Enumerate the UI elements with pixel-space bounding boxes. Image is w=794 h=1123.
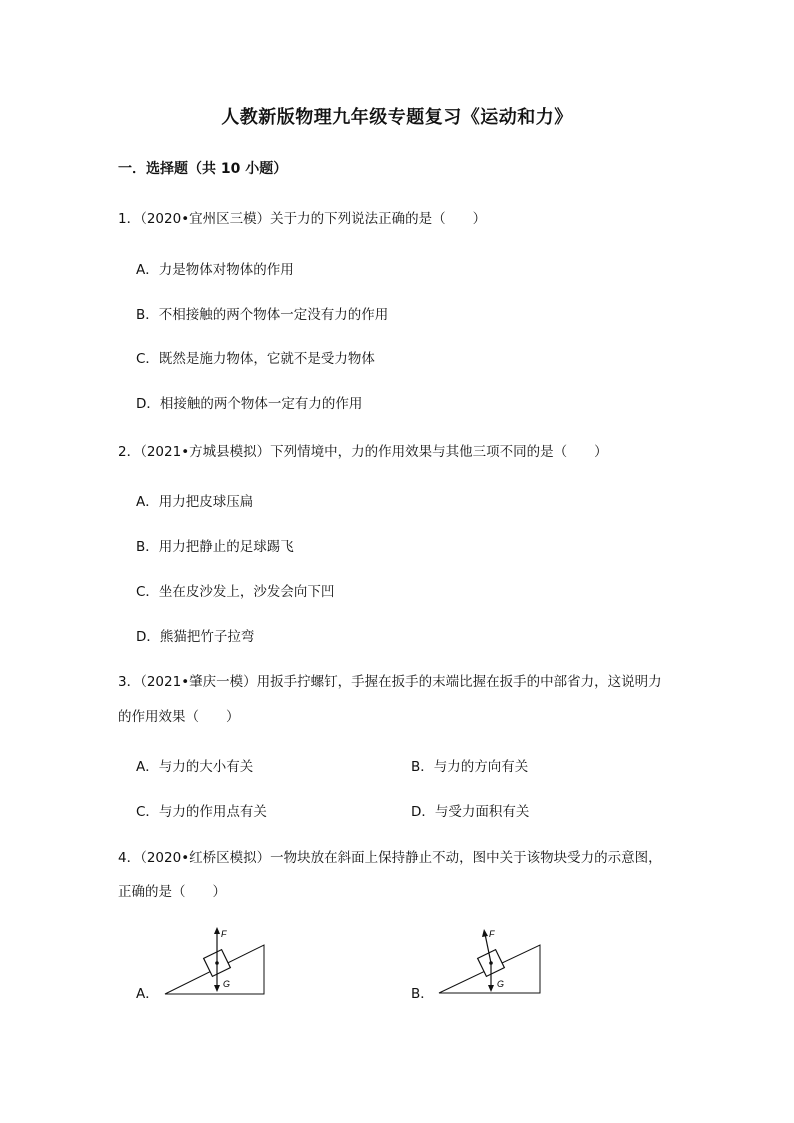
question-2-stem: 2．（2021•方城县模拟）下列情境中，力的作用效果与其他三项不同的是（ ） (118, 444, 608, 460)
force-g-label: G (223, 979, 231, 989)
question-2-option-d[interactable]: D．熊猫把竹子拉弯 (136, 629, 255, 645)
question-4-stem-line1: 4．（2020•红桥区模拟）一物块放在斜面上保持静止不动，图中关于该物块受力的示意图， (118, 850, 662, 866)
question-4-figure-b[interactable] (434, 925, 544, 1004)
question-4-stem-line2: 正确的是（ ） (118, 884, 226, 900)
force-g-label: G (497, 979, 505, 989)
question-4-option-a-label[interactable]: A． (136, 986, 159, 1002)
force-f-label: F (489, 929, 495, 939)
question-3-stem-line1: 3．（2021•肇庆一模）用扳手拧螺钉，手握在扳手的末端比握在扳手的中部省力，这说明力 (118, 674, 662, 690)
question-1-option-d[interactable]: D．相接触的两个物体一定有力的作用 (136, 396, 363, 412)
question-2-option-b[interactable]: B．用力把静止的足球踢飞 (136, 539, 294, 555)
question-1-stem: 1．（2020•宜州区三模）关于力的下列说法正确的是（ ） (118, 211, 487, 227)
question-2-option-c[interactable]: C．坐在皮沙发上，沙发会向下凹 (136, 584, 335, 600)
question-4-option-b-label[interactable]: B． (411, 986, 434, 1002)
question-3-option-b[interactable]: B．与力的方向有关 (411, 759, 529, 775)
page-title: 人教新版物理九年级专题复习《运动和力》 (221, 107, 573, 128)
question-4-figure-a[interactable] (160, 925, 270, 1004)
question-3-option-d[interactable]: D．与受力面积有关 (411, 804, 530, 820)
question-1-option-c[interactable]: C．既然是施力物体，它就不是受力物体 (136, 351, 375, 367)
force-f-label: F (221, 929, 227, 939)
section-heading: 一．选择题（共 10 小题） (118, 161, 288, 177)
question-2-option-a[interactable]: A．用力把皮球压扁 (136, 494, 254, 510)
question-3-stem-line2: 的作用效果（ ） (118, 709, 240, 725)
question-1-option-a[interactable]: A．力是物体对物体的作用 (136, 262, 294, 278)
question-3-option-c[interactable]: C．与力的作用点有关 (136, 804, 267, 820)
question-3-option-a[interactable]: A．与力的大小有关 (136, 759, 254, 775)
question-1-option-b[interactable]: B．不相接触的两个物体一定没有力的作用 (136, 307, 389, 323)
